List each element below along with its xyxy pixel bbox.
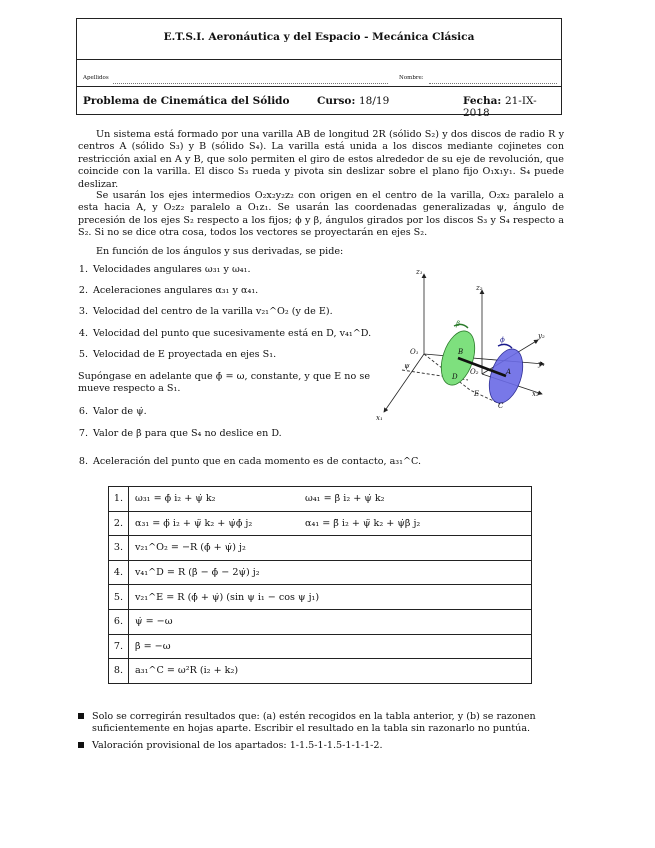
note-item: Valoración provisional de los apartados: 1-1.5-1-1.5-1-1-1-2. bbox=[92, 740, 564, 752]
point-label: A bbox=[506, 368, 512, 376]
table-row: 8. a₃₁^C = ω²R (i₂ + k₂) bbox=[109, 659, 532, 684]
fecha-value: 21-IX-2018 bbox=[463, 95, 537, 119]
point-label: O₂ bbox=[470, 368, 479, 376]
nombre-label: Nombre: bbox=[399, 75, 424, 81]
bullet-icon bbox=[78, 742, 84, 748]
apellidos-field[interactable] bbox=[113, 83, 388, 84]
point-label: D bbox=[452, 373, 458, 381]
point-label: C bbox=[498, 402, 504, 410]
curso-value: 18/19 bbox=[358, 95, 390, 107]
list-item: 2. Aceleraciones angulares α₃₁ y α₄₁. bbox=[78, 285, 259, 296]
bullet-icon bbox=[78, 713, 84, 719]
angle-label: ϕ bbox=[500, 336, 505, 344]
phi-arrow bbox=[498, 344, 512, 348]
results-table bbox=[108, 486, 532, 684]
axis-label: x₂ bbox=[532, 390, 539, 398]
list-item: 1. Velocidades angulares ω₃₁ y ω₄₁. bbox=[78, 264, 251, 275]
point-label: O₁ bbox=[410, 348, 419, 356]
list-item: 5. Velocidad de E proyectada en ejes S₁. bbox=[78, 349, 277, 360]
note-item: Solo se corregirán resultados que: (a) estén recogidos en la tabla anterior, y (b) se razonen suficientemente en hojas aparte. Escribir el resultado en la tabla sin razonarlo no puntúa. bbox=[92, 711, 564, 736]
curso-label: Curso: bbox=[317, 95, 356, 107]
statement-paragraph-1: Un sistema está formado por una varilla AB de longitud 2R (sólido S₂) y dos discos de radio R y centros A (sólido S₃) y B (sólido S₄). La varilla está unida a los discos mediante cojinetes con restricción axial en A y B, que solo permiten el giro de estos alrededor de su eje de revolución, que coincide con la varilla. El disco S₃ rueda y pivota sin deslizar sobre el plano fijo O₁x₁y₁. S₄ puede deslizar. bbox=[78, 129, 564, 190]
divider bbox=[77, 86, 561, 87]
table-row: 4. v₄₁^D = R (β̇ − ϕ̇ − 2ψ̇) j₂ bbox=[109, 560, 532, 585]
axis-label: z₁ bbox=[416, 268, 423, 276]
point-label: B bbox=[458, 348, 464, 356]
assumption-paragraph: Supóngase en adelante que ϕ̇ = ω, constante, y que E no se mueve respecto a S₁. bbox=[78, 371, 370, 395]
curso bbox=[317, 95, 389, 107]
course-title: E.T.S.I. Aeronáutica y del Espacio - Mecánica Clásica bbox=[163, 31, 475, 43]
statement-paragraph-2: Se usarán los ejes intermedios O₂x₂y₂z₂ con origen en el centro de la varilla, O₂x₂ paralelo a esta hacia A, y O₂z₂ paralelo a O₁z₁. Se usarán las coordenadas generalizadas ψ, ángulo de precesión de los ejes S₂ respecto a los fijos; ϕ y β, ángulos girados por los discos S₃ y S₄ respecto a S₂. Si no se dice otra cosa, todos los vectores se proyectarán en ejes S₂. bbox=[78, 190, 564, 239]
divider bbox=[77, 59, 561, 60]
list-item: 7. Valor de β̇ para que S₄ no deslice en D. bbox=[78, 428, 282, 439]
axis-label: x₁ bbox=[376, 414, 383, 422]
angle-label: ψ bbox=[404, 362, 410, 370]
axis-label: z₂ bbox=[476, 284, 483, 292]
fecha-label: Fecha: bbox=[463, 95, 502, 107]
header-box bbox=[76, 18, 562, 119]
mechanism-figure bbox=[372, 262, 554, 426]
table-row: 6. ψ̇ = −ω bbox=[109, 609, 532, 634]
fecha bbox=[463, 95, 561, 119]
nombre-field[interactable] bbox=[429, 83, 557, 84]
table-row: 1. ω₃₁ = ϕ̇ i₂ + ψ̇ k₂ ω₄₁ = β̇ i₂ + ψ̇ k₂ bbox=[109, 487, 532, 512]
point-label: E bbox=[474, 390, 480, 398]
problem-title: Problema de Cinemática del Sólido bbox=[83, 95, 290, 107]
apellidos-label: Apellidos bbox=[83, 75, 109, 81]
list-item: 3. Velocidad del centro de la varilla v₂₁^O₂ (y de E). bbox=[78, 306, 333, 317]
table-row: 7. β̇ = −ω bbox=[109, 634, 532, 659]
list-item: 4. Velocidad del punto que sucesivamente está en D, v₄₁^D. bbox=[78, 328, 372, 339]
table-row: 2. α₃₁ = ϕ̈ i₂ + ψ̈ k₂ + ψ̇ϕ̇ j₂ α₄₁ = β̈ i₂ + ψ̈ k₂ + ψ̇β̇ j₂ bbox=[109, 511, 532, 536]
list-item: 8. Aceleración del punto que en cada momento es de contacto, a₃₁^C. bbox=[78, 456, 422, 467]
axis-label: y₁ bbox=[538, 360, 545, 368]
axis-label: y₂ bbox=[538, 332, 545, 340]
angle-label: β bbox=[456, 320, 461, 328]
table-row: 5. v₂₁^E = R (ϕ̇ + ψ̇) (sin ψ i₁ − cos ψ j₁) bbox=[109, 585, 532, 610]
list-item: 6. Valor de ψ̇. bbox=[78, 406, 147, 417]
request-intro: En función de los ángulos y sus derivadas, se pide: bbox=[96, 246, 344, 257]
table-row: 3. v₂₁^O₂ = −R (ϕ̇ + ψ̇) j₂ bbox=[109, 536, 532, 561]
